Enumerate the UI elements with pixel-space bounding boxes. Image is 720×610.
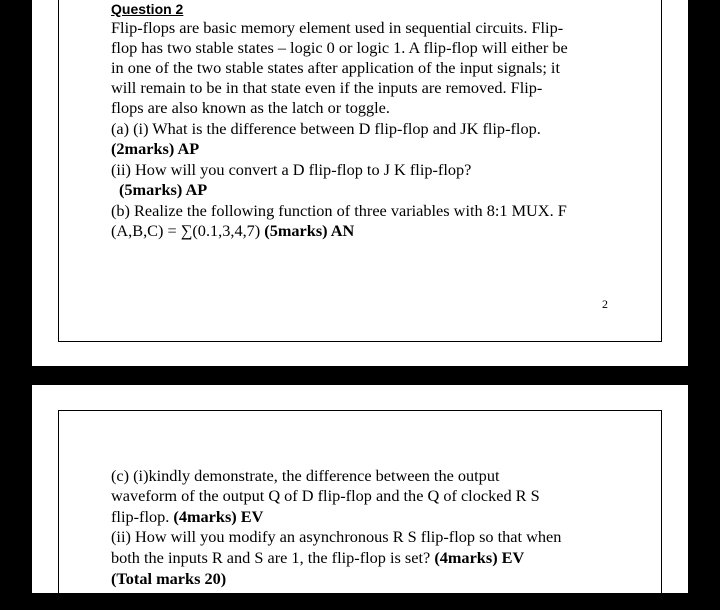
question-b-line-1: (b) Realize the following function of three variables with 8:1 MUX. F <box>111 201 567 220</box>
question-a-i: (a) (i) What is the difference between D flip-flop and JK flip-flop. <box>111 119 541 138</box>
intro-line-5: flops are also known as the latch or toggle. <box>111 98 390 117</box>
question-c-ii-line-1: (ii) How will you modify an asynchronous R S flip-flop so that when <box>111 527 562 546</box>
intro-line-2: flop has two stable states – logic 0 or logic 1. A flip-flop will either be <box>111 38 568 57</box>
intro-line-3: in one of the two stable states after application of the input signals; it <box>111 58 560 77</box>
total-marks: (Total marks 20) <box>111 569 227 588</box>
question-c-i-line-2: waveform of the output Q of D flip-flop and the Q of clocked R S <box>111 486 540 505</box>
question-a-ii-marks: (5marks) AP <box>119 180 208 199</box>
question-c-i-line-1: (c) (i)kindly demonstrate, the difference between the output <box>111 466 500 485</box>
question-a-ii: (ii) How will you convert a D flip-flop to J K flip-flop? <box>111 160 472 179</box>
intro-line-4: will remain to be in that state even if the inputs are removed. Flip- <box>111 78 543 97</box>
page-number: 2 <box>602 297 608 311</box>
question-c-ii-line-2: both the inputs R and S are 1, the flip-flop is set? (4marks) EV <box>111 548 525 567</box>
question-c-i-line-3: flip-flop. (4marks) EV <box>111 507 264 526</box>
question-b-line-2: (A,B,C) = ∑(0.1,3,4,7) (5marks) AN <box>111 221 355 240</box>
document-page-2 <box>32 385 688 593</box>
intro-line-1: Flip-flops are basic memory element used in sequential circuits. Flip- <box>111 18 564 37</box>
question-a-i-marks: (2marks) AP <box>111 139 200 158</box>
document-page-1 <box>32 0 688 366</box>
question-heading: Question 2 <box>111 1 184 17</box>
